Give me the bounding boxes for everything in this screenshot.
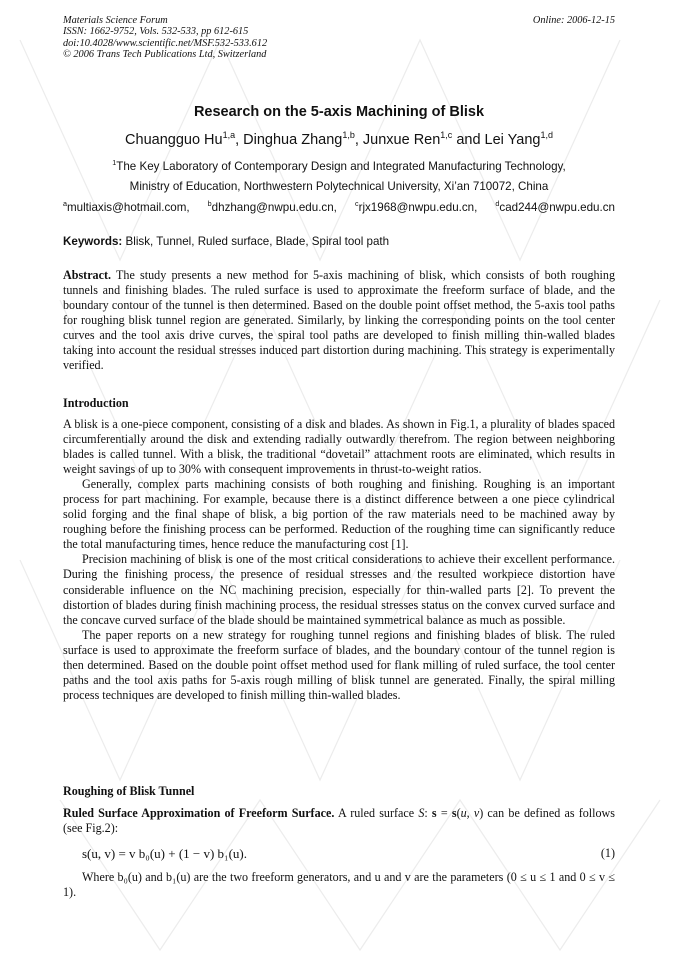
keywords-label: Keywords: (63, 235, 123, 248)
abstract (63, 268, 615, 373)
abstract-text: The study presents a new method for 5-axis machining of blisk, which consists of both roughing tunnels and finishing blades. The ruled surface is used to approximate the freeform surface of blade, and the boundary contour of the tunnel is then determined. Based on the double point offset method, the 5-axis tool paths for roughing blisk tunnel region are generated. Similarly, by linking the corresponding points on the tool center curves and the tool axis drive curves, the spiral tool paths are developed to finish milling thin-walled blades taking into account the residual stresses induced part distortion during machining. This strategy is experimentally verified. (63, 268, 615, 373)
sub-text: ) can be defined as follows (see Fig.2): (63, 806, 615, 836)
author-name: Lei Yang (484, 132, 541, 148)
introduction-body (63, 417, 615, 703)
sub-text: A ruled surface (337, 806, 419, 820)
affiliation-sup: 1 (112, 158, 117, 168)
paper-title: Research on the 5-axis Machining of Blisk (193, 104, 485, 120)
keywords (63, 235, 389, 248)
author-sep: , (354, 132, 363, 148)
affiliation-line-1 (0, 160, 678, 173)
subsection-label: Ruled Surface Approximation of Freeform Surface. (63, 806, 335, 820)
email-address: rjx1968@nwpu.edu.cn, (358, 201, 478, 214)
paragraph: A blisk is a one-piece component, consisting of a disk and blades. As shown in Fig.1, a plurality of blades spaced circumferentially around the disk and extending radially outwardly therefrom. The region between neighboring blades is called tunnel. With a blisk, the traditional “dovetail” attachment roots are eliminated, which results in weight savings of up to 30% with consequent improvements in thrust-to-weight ratios. (63, 417, 615, 477)
author-sup: 1,d (540, 130, 553, 141)
email-sup: c (354, 199, 359, 209)
affiliation-text-1: The Key Laboratory of Contemporary Design and Integrated Manufacturing Technology, (116, 160, 566, 173)
author-sep: , (235, 132, 244, 148)
online-date: Online: 2006-12-15 (532, 15, 615, 26)
paragraph: Precision machining of blisk is one of the most critical considerations to achieve their excellent performance. During the finishing process, the presence of residual stresses and the resulted workpiece distortion have considerable influence on the NC machining precision, especially for thin-walled parts [2]. To prevent the distortion of blades during finish machining process, the residual stresses status on the convex curved surface and the concave curved surface of the blade should be maintained symmetrical balance as much as possible. (63, 552, 615, 627)
sub-text: s (451, 806, 457, 820)
sub-text: u, v (460, 806, 480, 820)
sub-text: = (436, 806, 452, 820)
section-heading-introduction: Introduction (63, 396, 129, 410)
sub-text: : (424, 806, 432, 820)
author-sup: 1,c (440, 130, 453, 141)
author-name: Dinghua Zhang (243, 132, 343, 148)
issn-line: ISSN: 1662-9752, Vols. 532-533, pp 612-615 (63, 26, 249, 38)
email-address: cad244@nwpu.edu.cn (499, 201, 615, 214)
sub-text: ( (456, 806, 461, 820)
author-sup: 1,a (222, 130, 236, 141)
affiliation-line-2: Ministry of Education, Northwestern Polytechnical University, Xi’an 710072, China (129, 180, 549, 193)
sub-text: S (418, 806, 425, 820)
author-sep: and (452, 132, 485, 148)
paragraph: The paper reports on a new strategy for roughing tunnel regions and finishing blades of blisk. The ruled surface is used to approximate the freeform surface of blades, and the boundary contour of the tunnel region is then determined. Based on the double point offset method used for flank milling of ruled surface, the tool center paths and the tool axis paths for 5-axis rough milling of blisk tunnel are generated. Finally, the spiral milling process techniques are developed to finish milling thin-walled blades. (63, 627, 615, 702)
keywords-text: Blisk, Tunnel, Ruled surface, Blade, Spiral tool path (125, 235, 390, 248)
roughing-body (63, 806, 615, 836)
copyright-line: © 2006 Trans Tech Publications Ltd, Switzerland (63, 48, 267, 60)
journal-header (63, 15, 267, 60)
author-name: Junxue Ren (362, 132, 441, 148)
email-sup: d (495, 199, 500, 209)
email-sup: a (63, 199, 67, 209)
email-line (63, 201, 615, 214)
author-sup: 1,b (342, 130, 355, 141)
paragraph: Where b₀(u) and b₁(u) are the two freeform generators, and u and v are the parameters (0 ≤ u ≤ 1 and 0 ≤ v ≤ 1). (63, 870, 615, 900)
doi-line: doi:10.4028/www.scientific.net/MSF.532-533.612 (63, 37, 268, 49)
author-name: Chuangguo Hu (125, 132, 223, 148)
where-text (63, 870, 615, 900)
sub-text: s (431, 806, 437, 820)
journal-name: Materials Science Forum (63, 15, 168, 26)
equation-number: (1) (600, 846, 615, 860)
section-heading-roughing: Roughing of Blisk Tunnel (63, 784, 195, 798)
email-sup: b (207, 199, 212, 209)
author-list (0, 132, 678, 148)
paragraph: Generally, complex parts machining consists of both roughing and finishing. Roughing is an important process for part machining. For example, because there is a distinct difference between a one piece cylindrical solid forging and the final shape of blisk, a big portion of the raw materials need to be machined away by roughing before the finishing process can be performed. Reduction of the roughing time can significantly reduce the total manufacturing times, hence reduce the manufacturing cost [1]. (63, 477, 615, 552)
equation-1: s(u, v) = v b₀(u) + (1 − v) b₁(u). (82, 846, 248, 861)
abstract-label: Abstract. (63, 268, 112, 282)
email-address: multiaxis@hotmail.com, (67, 201, 190, 214)
email-address: dhzhang@nwpu.edu.cn, (211, 201, 337, 214)
